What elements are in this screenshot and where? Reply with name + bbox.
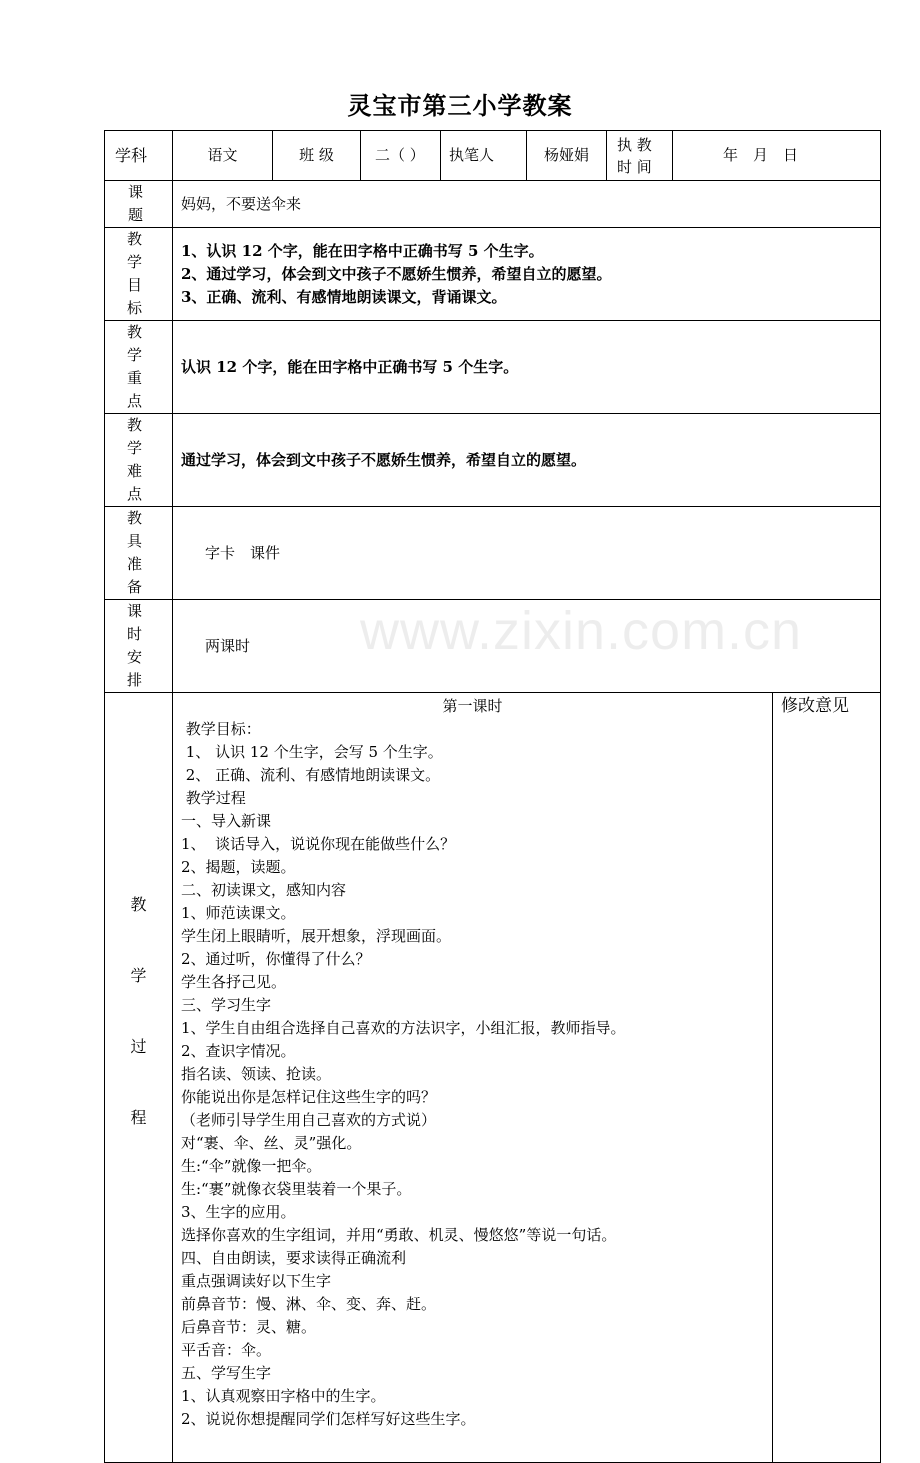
goal-item: 3、正确、流利、有感情地朗读课文，背诵课文。 — [181, 287, 507, 306]
process-line: 2、通过听，你懂得了什么？ — [181, 950, 371, 968]
process-side-char: 过 — [130, 1037, 147, 1056]
schedule-value: 两课时 — [173, 600, 881, 693]
process-line: 前鼻音节：慢、淋、伞、变、奔、赶。 — [181, 1295, 437, 1313]
schedule-label-line2: 安 排 — [126, 648, 150, 689]
teaching-time-label-line2: 时 间 — [617, 157, 652, 176]
process-line: 平舌音：伞。 — [181, 1341, 272, 1359]
key-points-label-line2: 重 点 — [126, 369, 150, 410]
process-side-label — [105, 693, 173, 1463]
difficulties-label-line2: 难 点 — [126, 462, 150, 503]
process-line: 1、师范读课文。 — [181, 904, 296, 922]
process-side-char: 程 — [130, 1108, 147, 1127]
header-row — [105, 131, 881, 181]
watermark: www.zixin.com.cn — [360, 601, 803, 661]
process-line: 1、学生自由组合选择自己喜欢的方法识字，小组汇报，教师指导。 — [181, 1019, 626, 1037]
process-line: 生:“伞”就像一把伞。 — [181, 1157, 322, 1175]
goals-list — [173, 228, 881, 321]
process-line: 对“裹、伞、丝、灵”强化。 — [181, 1134, 362, 1152]
process-line: （老师引导学生用自己喜欢的方式说） — [181, 1111, 437, 1129]
process-side-char: 教 — [130, 895, 147, 914]
teaching-time-label — [607, 131, 673, 181]
process-line: 生:“裹”就像衣袋里装着一个果子。 — [181, 1180, 412, 1198]
difficulties-row — [105, 414, 881, 507]
process-line: 指名读、领读、抢读。 — [181, 1065, 332, 1083]
difficulties-value: 通过学习，体会到文中孩子不愿娇生惯养，希望自立的愿望。 — [173, 414, 881, 507]
key-points-label-line1: 教 学 — [126, 323, 150, 364]
page-title: 灵宝市第三小学教案 — [347, 91, 573, 120]
topic-value: 妈妈，不要送伞来 — [173, 181, 881, 228]
author-value: 杨娅娟 — [527, 131, 607, 181]
tools-label-line2: 准 备 — [126, 555, 150, 596]
tools-row — [105, 507, 881, 600]
schedule-label — [105, 600, 173, 693]
process-line: 3、生字的应用。 — [181, 1203, 296, 1221]
process-line: 你能说出你是怎样记住这些生字的吗？ — [181, 1088, 437, 1106]
date-value: 年 月 日 — [673, 131, 881, 181]
process-line: 2、说说你想提醒同学们怎样写好这些生字。 — [181, 1410, 476, 1428]
difficulties-label — [105, 414, 173, 507]
goals-row — [105, 228, 881, 321]
process-content — [173, 693, 773, 1463]
process-line: 学生闭上眼睛听，展开想象，浮现画面。 — [181, 927, 452, 945]
goal-item: 2、通过学习，体会到文中孩子不愿娇生惯养，希望自立的愿望。 — [181, 264, 612, 283]
goal-item: 1、认识 12 个字，能在田字格中正确书写 5 个生字。 — [181, 241, 544, 260]
difficulties-label-line1: 教 学 — [126, 416, 150, 457]
lesson-plan-table — [104, 130, 881, 1463]
process-line: 学生各抒己见。 — [181, 973, 287, 991]
process-line: 2、 正确、流利、有感情地朗读课文。 — [181, 766, 441, 784]
teaching-time-label-line1: 执 教 — [617, 135, 652, 154]
topic-label: 课 题 — [105, 181, 173, 228]
process-line: 教学目标： — [181, 720, 261, 738]
key-points-label — [105, 321, 173, 414]
process-line: 三、学习生字 — [181, 996, 272, 1014]
revision-notes: 修改意见 — [773, 693, 881, 1463]
process-line: 1、 认识 12 个生字，会写 5 个生字。 — [181, 743, 443, 761]
key-points-value: 认识 12 个字，能在田字格中正确书写 5 个生字。 — [173, 321, 881, 414]
section-title: 第一课时 — [442, 697, 503, 715]
process-line: 二、初读课文，感知内容 — [181, 881, 347, 899]
schedule-label-line1: 课 时 — [126, 602, 150, 643]
process-line: 教学过程 — [181, 789, 246, 807]
tools-value: 字卡 课件 — [173, 507, 881, 600]
process-lines — [181, 718, 764, 1431]
key-points-row — [105, 321, 881, 414]
author-label: 执笔人 — [441, 131, 527, 181]
class-value: 二（ ） — [361, 131, 441, 181]
process-line: 2、查识字情况。 — [181, 1042, 296, 1060]
subject-label: 学科 — [105, 131, 173, 181]
process-line: 四、自由朗读，要求读得正确流利 — [181, 1249, 407, 1267]
tools-label-line1: 教 具 — [126, 509, 150, 550]
process-row — [105, 693, 881, 1463]
process-line: 重点强调读好以下生字 — [181, 1272, 332, 1290]
subject-value: 语文 — [173, 131, 273, 181]
process-line: 选择你喜欢的生字组词，并用“勇敢、机灵、慢悠悠”等说一句话。 — [181, 1226, 617, 1244]
goals-label — [105, 228, 173, 321]
tools-label — [105, 507, 173, 600]
process-side-char: 学 — [130, 966, 147, 985]
process-line: 1、认真观察田字格中的生字。 — [181, 1387, 386, 1405]
class-label: 班 级 — [273, 131, 361, 181]
topic-row — [105, 181, 881, 228]
schedule-row — [105, 600, 881, 693]
process-line: 五、学写生字 — [181, 1364, 272, 1382]
process-line: 1、 谈话导入，说说你现在能做些什么？ — [181, 835, 456, 853]
goals-label-line1: 教 学 — [126, 230, 150, 271]
process-line: 一、导入新课 — [181, 812, 272, 830]
goals-label-line2: 目 标 — [126, 276, 150, 317]
process-line: 2、揭题，读题。 — [181, 858, 296, 876]
process-line: 后鼻音节：灵、糖。 — [181, 1318, 317, 1336]
